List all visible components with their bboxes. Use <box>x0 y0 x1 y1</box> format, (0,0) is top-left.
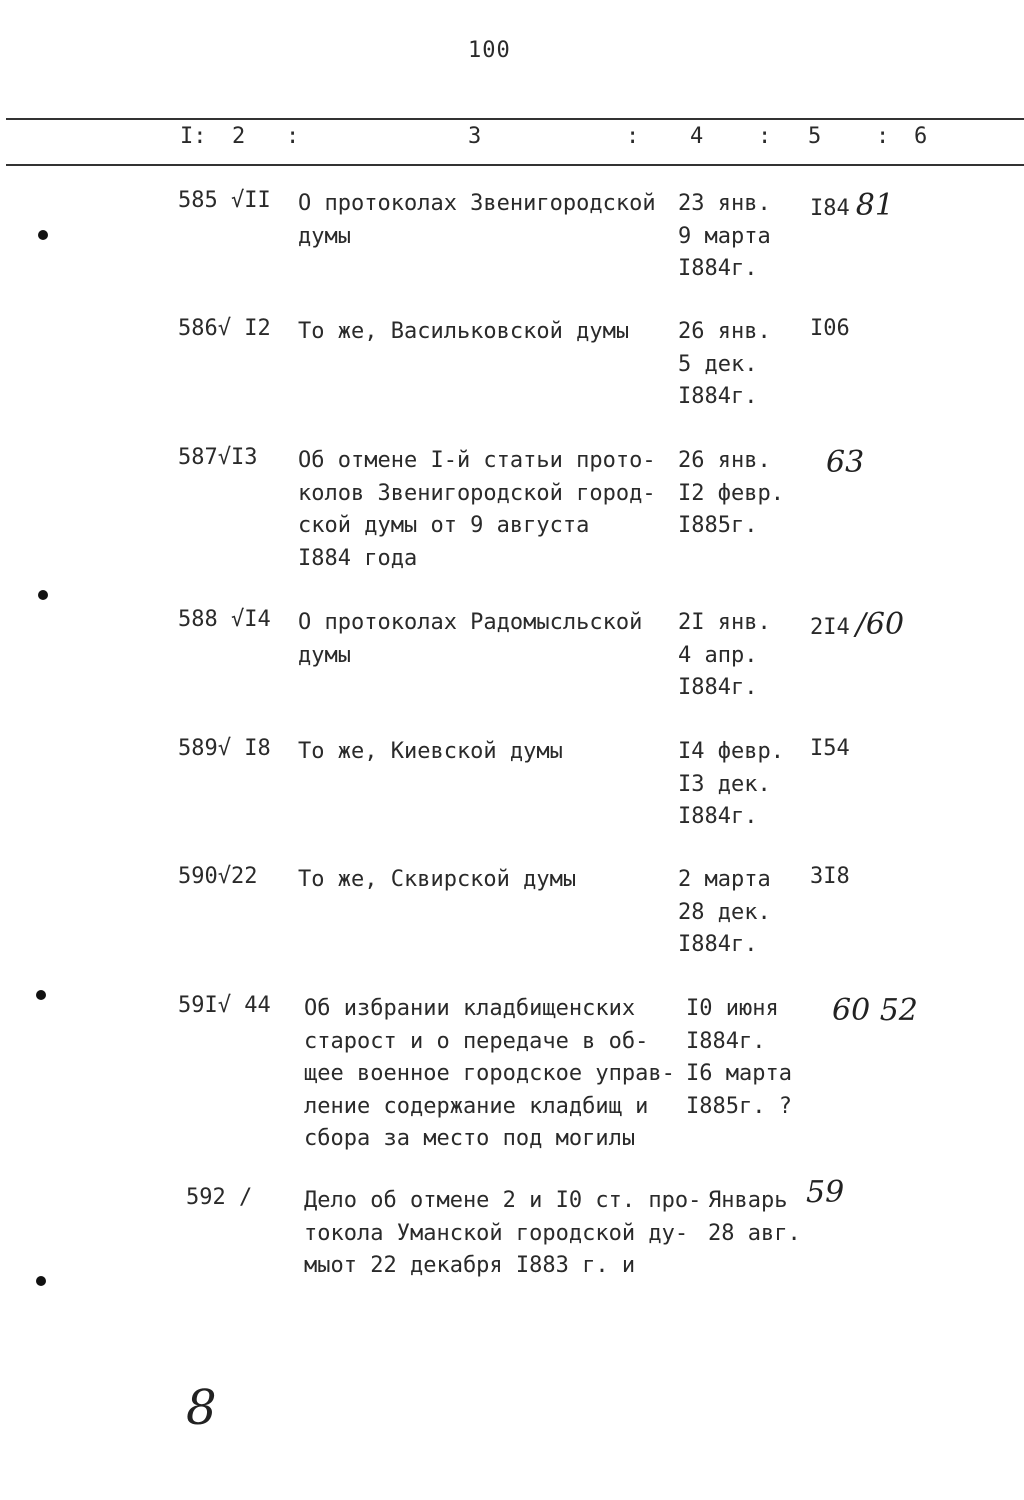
record-sheets <box>800 1175 844 1210</box>
record-title: Дело об отмене 2 и I0 ст. про- токола Уманской городской ду- мыот 22 декабря I883 г. и <box>304 1188 702 1278</box>
table-header-rule <box>6 164 1024 166</box>
column-header-row <box>0 124 1024 154</box>
record-number: 589√ I8 <box>178 736 271 761</box>
record-title: О протоколах Звенигородской думы <box>298 191 656 249</box>
table-top-rule <box>6 118 1024 120</box>
col-separator: : <box>758 124 772 149</box>
record-sheets: 2I4 /60 <box>810 607 905 642</box>
record-title: То же, Киевской думы <box>298 739 563 764</box>
record-title: То же, Васильковской думы <box>298 319 630 344</box>
handwritten-note: 81 <box>855 188 894 223</box>
record-sheets: I54 <box>810 736 850 761</box>
col-separator: : <box>626 124 640 149</box>
record-number: 592 / <box>186 1185 253 1210</box>
record-sheets <box>820 445 864 480</box>
record-dates: 2I янв. 4 апр. I884г. <box>678 610 771 700</box>
col-header-6: 6 <box>914 124 928 149</box>
record-dates: I4 февр. I3 дек. I884г. <box>678 739 784 829</box>
handwritten-note: 59 <box>806 1175 845 1210</box>
ink-speck <box>36 1276 46 1286</box>
handwritten-note: /60 <box>855 607 905 642</box>
col-header-3: 3 <box>468 124 482 149</box>
record-number: 587√I3 <box>178 445 258 470</box>
col-header-4: 4 <box>690 124 704 149</box>
col-header-5: 5 <box>808 124 822 149</box>
record-dates: Январь 28 авг. <box>708 1188 801 1246</box>
handwritten-margin-mark: 8 <box>186 1380 217 1436</box>
record-sheets: I06 <box>810 316 850 341</box>
record-sheets <box>826 993 918 1028</box>
record-title: Об отмене I-й статьи прото- колов Звенигородской город- ской думы от 9 августа I884 года <box>298 448 656 571</box>
record-sheets: I84 81 <box>810 188 894 223</box>
record-number: 59I√ 44 <box>178 993 271 1018</box>
record-title: Об избрании кладбищенских старост и о передаче в об- щее военное городское управ- ление содержание кладбищ и сбора за место под могилы <box>304 996 675 1151</box>
record-number: 590√22 <box>178 864 258 889</box>
record-title: То же, Сквирской думы <box>298 867 577 892</box>
ink-speck <box>36 990 46 1000</box>
record-dates: 23 янв. 9 марта I884г. <box>678 191 771 281</box>
record-number: 588 √I4 <box>178 607 271 632</box>
ink-speck <box>38 230 48 240</box>
col-separator: : <box>286 124 300 149</box>
record-sheets: 3I8 <box>810 864 850 889</box>
record-dates: 26 янв. I2 февр. I885г. <box>678 448 784 538</box>
page-number: 100 <box>468 38 511 63</box>
handwritten-note: 63 <box>826 445 865 480</box>
record-dates: 26 янв. 5 дек. I884г. <box>678 319 771 409</box>
record-title: О протоколах Радомысльской думы <box>298 610 643 668</box>
ink-speck <box>38 590 48 600</box>
record-dates: I0 июня I884г. I6 марта I885г. ? <box>686 996 792 1119</box>
col-header-1: I: <box>180 124 207 149</box>
record-dates: 2 марта 28 дек. I884г. <box>678 867 771 957</box>
handwritten-note: 60 52 <box>832 993 918 1028</box>
record-number: 586√ I2 <box>178 316 271 341</box>
col-header-2: 2 <box>232 124 246 149</box>
col-separator: : <box>876 124 890 149</box>
record-number: 585 √II <box>178 188 271 213</box>
